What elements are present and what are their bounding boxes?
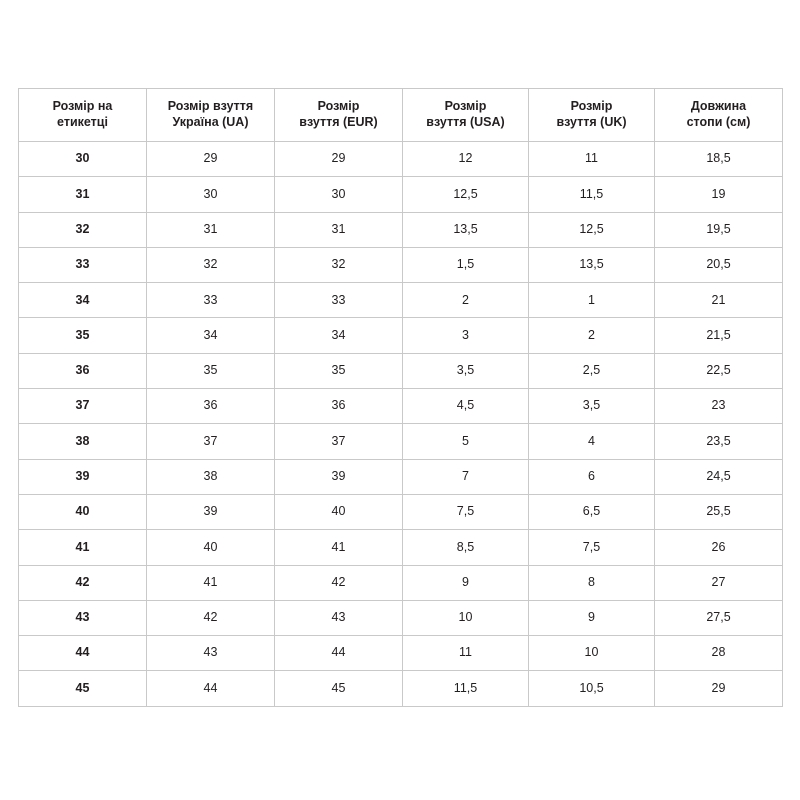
column-header-line: взуття (EUR) bbox=[299, 115, 378, 129]
cell-foot-length: 20,5 bbox=[655, 247, 783, 282]
cell-eur: 31 bbox=[275, 212, 403, 247]
cell-ua: 42 bbox=[147, 600, 275, 635]
cell-ua: 38 bbox=[147, 459, 275, 494]
cell-label-size: 33 bbox=[19, 247, 147, 282]
cell-foot-length: 21 bbox=[655, 283, 783, 318]
cell-eur: 42 bbox=[275, 565, 403, 600]
table-row bbox=[19, 142, 783, 177]
cell-ua: 37 bbox=[147, 424, 275, 459]
cell-label-size: 30 bbox=[19, 142, 147, 177]
cell-foot-length: 18,5 bbox=[655, 142, 783, 177]
column-header-line: взуття (UK) bbox=[556, 115, 627, 129]
cell-uk: 11,5 bbox=[529, 177, 655, 212]
cell-label-size: 41 bbox=[19, 530, 147, 565]
cell-uk: 3,5 bbox=[529, 389, 655, 424]
cell-foot-length: 23 bbox=[655, 389, 783, 424]
cell-uk: 1 bbox=[529, 283, 655, 318]
shoe-size-table bbox=[18, 88, 783, 707]
cell-ua: 30 bbox=[147, 177, 275, 212]
cell-ua: 36 bbox=[147, 389, 275, 424]
cell-eur: 43 bbox=[275, 600, 403, 635]
table-row bbox=[19, 530, 783, 565]
cell-label-size: 43 bbox=[19, 600, 147, 635]
column-header-line: Розмір bbox=[317, 99, 360, 114]
table-row bbox=[19, 353, 783, 388]
cell-usa: 12 bbox=[403, 142, 529, 177]
cell-foot-length: 28 bbox=[655, 636, 783, 671]
cell-eur: 44 bbox=[275, 636, 403, 671]
cell-eur: 34 bbox=[275, 318, 403, 353]
cell-foot-length: 26 bbox=[655, 530, 783, 565]
cell-usa: 5 bbox=[403, 424, 529, 459]
cell-eur: 41 bbox=[275, 530, 403, 565]
cell-ua: 39 bbox=[147, 494, 275, 529]
cell-foot-length: 24,5 bbox=[655, 459, 783, 494]
cell-label-size: 38 bbox=[19, 424, 147, 459]
cell-usa: 3,5 bbox=[403, 353, 529, 388]
cell-label-size: 32 bbox=[19, 212, 147, 247]
cell-foot-length: 27 bbox=[655, 565, 783, 600]
cell-uk: 10 bbox=[529, 636, 655, 671]
table-body bbox=[19, 142, 783, 707]
cell-usa: 1,5 bbox=[403, 247, 529, 282]
cell-eur: 36 bbox=[275, 389, 403, 424]
column-header-eur bbox=[275, 89, 403, 142]
cell-uk: 8 bbox=[529, 565, 655, 600]
cell-ua: 35 bbox=[147, 353, 275, 388]
table-row bbox=[19, 212, 783, 247]
cell-usa: 11 bbox=[403, 636, 529, 671]
cell-label-size: 31 bbox=[19, 177, 147, 212]
column-header-line: взуття (USA) bbox=[426, 115, 505, 129]
table-row bbox=[19, 424, 783, 459]
cell-uk: 9 bbox=[529, 600, 655, 635]
cell-usa: 4,5 bbox=[403, 389, 529, 424]
column-header-line: Розмір bbox=[570, 99, 613, 114]
column-header-line: стопи (см) bbox=[686, 115, 751, 129]
cell-eur: 29 bbox=[275, 142, 403, 177]
cell-eur: 30 bbox=[275, 177, 403, 212]
cell-ua: 33 bbox=[147, 283, 275, 318]
cell-ua: 29 bbox=[147, 142, 275, 177]
cell-usa: 8,5 bbox=[403, 530, 529, 565]
cell-eur: 39 bbox=[275, 459, 403, 494]
cell-label-size: 34 bbox=[19, 283, 147, 318]
column-header-line: Довжина bbox=[690, 99, 747, 114]
cell-eur: 32 bbox=[275, 247, 403, 282]
cell-eur: 45 bbox=[275, 671, 403, 706]
cell-usa: 10 bbox=[403, 600, 529, 635]
cell-ua: 31 bbox=[147, 212, 275, 247]
cell-eur: 33 bbox=[275, 283, 403, 318]
cell-eur: 37 bbox=[275, 424, 403, 459]
cell-usa: 7,5 bbox=[403, 494, 529, 529]
cell-label-size: 35 bbox=[19, 318, 147, 353]
table-row bbox=[19, 671, 783, 706]
cell-uk: 10,5 bbox=[529, 671, 655, 706]
cell-ua: 40 bbox=[147, 530, 275, 565]
cell-usa: 11,5 bbox=[403, 671, 529, 706]
cell-usa: 12,5 bbox=[403, 177, 529, 212]
table-row bbox=[19, 283, 783, 318]
cell-label-size: 40 bbox=[19, 494, 147, 529]
cell-uk: 13,5 bbox=[529, 247, 655, 282]
table-row bbox=[19, 636, 783, 671]
column-header-line: етикетці bbox=[57, 115, 108, 129]
table-row bbox=[19, 318, 783, 353]
cell-usa: 3 bbox=[403, 318, 529, 353]
cell-label-size: 44 bbox=[19, 636, 147, 671]
column-header-uk bbox=[529, 89, 655, 142]
table-row bbox=[19, 600, 783, 635]
column-header-line: Розмір bbox=[444, 99, 487, 114]
cell-uk: 6 bbox=[529, 459, 655, 494]
cell-ua: 44 bbox=[147, 671, 275, 706]
cell-usa: 2 bbox=[403, 283, 529, 318]
cell-usa: 9 bbox=[403, 565, 529, 600]
table-row bbox=[19, 459, 783, 494]
cell-uk: 6,5 bbox=[529, 494, 655, 529]
column-header-ua bbox=[147, 89, 275, 142]
column-header-line: Розмір взуття bbox=[167, 99, 254, 114]
column-header-usa bbox=[403, 89, 529, 142]
cell-ua: 43 bbox=[147, 636, 275, 671]
cell-label-size: 39 bbox=[19, 459, 147, 494]
cell-foot-length: 22,5 bbox=[655, 353, 783, 388]
cell-uk: 4 bbox=[529, 424, 655, 459]
cell-foot-length: 19 bbox=[655, 177, 783, 212]
cell-usa: 13,5 bbox=[403, 212, 529, 247]
cell-label-size: 42 bbox=[19, 565, 147, 600]
table-row bbox=[19, 494, 783, 529]
cell-uk: 7,5 bbox=[529, 530, 655, 565]
cell-label-size: 36 bbox=[19, 353, 147, 388]
cell-uk: 2 bbox=[529, 318, 655, 353]
column-header-foot-length bbox=[655, 89, 783, 142]
cell-foot-length: 27,5 bbox=[655, 600, 783, 635]
cell-foot-length: 25,5 bbox=[655, 494, 783, 529]
cell-ua: 32 bbox=[147, 247, 275, 282]
cell-uk: 12,5 bbox=[529, 212, 655, 247]
column-header-line: Україна (UA) bbox=[172, 115, 249, 129]
cell-foot-length: 23,5 bbox=[655, 424, 783, 459]
cell-foot-length: 21,5 bbox=[655, 318, 783, 353]
table-row bbox=[19, 247, 783, 282]
cell-eur: 40 bbox=[275, 494, 403, 529]
table-header-row bbox=[19, 89, 783, 142]
cell-foot-length: 29 bbox=[655, 671, 783, 706]
column-header-label-size bbox=[19, 89, 147, 142]
cell-foot-length: 19,5 bbox=[655, 212, 783, 247]
column-header-line: Розмір на bbox=[52, 99, 113, 114]
cell-eur: 35 bbox=[275, 353, 403, 388]
cell-label-size: 45 bbox=[19, 671, 147, 706]
cell-ua: 34 bbox=[147, 318, 275, 353]
table-row bbox=[19, 177, 783, 212]
table-row bbox=[19, 389, 783, 424]
table-row bbox=[19, 565, 783, 600]
cell-uk: 11 bbox=[529, 142, 655, 177]
cell-label-size: 37 bbox=[19, 389, 147, 424]
cell-uk: 2,5 bbox=[529, 353, 655, 388]
size-chart-container bbox=[18, 88, 782, 707]
table-header bbox=[19, 89, 783, 142]
cell-ua: 41 bbox=[147, 565, 275, 600]
cell-usa: 7 bbox=[403, 459, 529, 494]
